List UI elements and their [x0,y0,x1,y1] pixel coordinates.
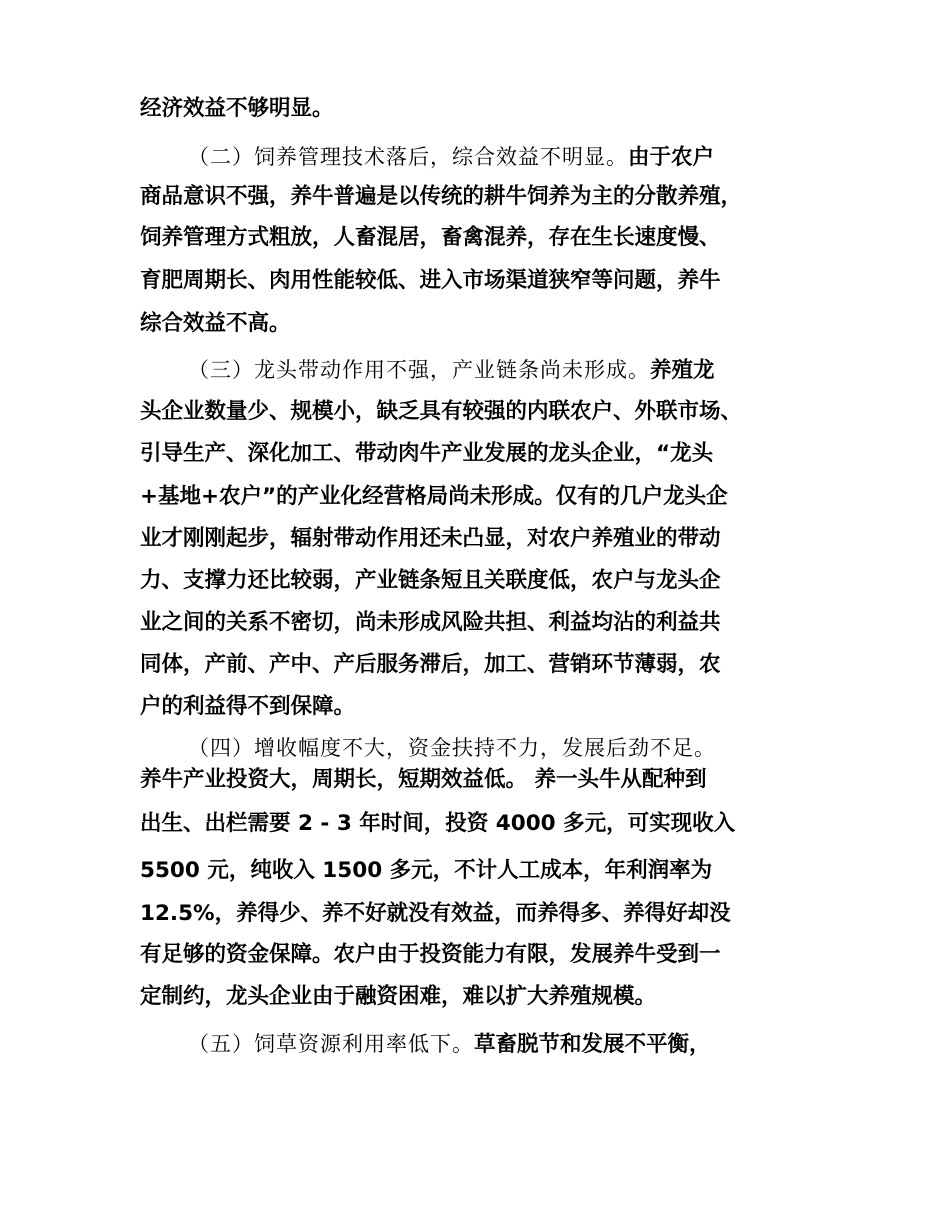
body-line: +基地+农户”的产业化经营格局尚未形成。仅有的几户龙头企 [140,484,728,509]
body-line: 商品意识不强，养牛普遍是以传统的耕牛饲养为主的分散养殖， [140,184,743,209]
paragraph-first-line [188,1030,711,1059]
section-heading [188,734,716,763]
body-line: 经济效益不够明显。 [140,96,334,121]
body-text: 由于农户 [628,145,715,170]
body-line: 户的利益得不到保障。 [140,694,356,719]
body-line: 5500 元，纯收入 1500 多元，不计人工成本，年利润率为 [140,858,713,883]
paragraph-first-line [188,143,714,172]
body-line: 定制约，龙头企业由于融资困难，难以扩大养殖规模。 [140,984,657,1009]
body-line: 同体，产前、产中、产后服务滞后，加工、营销环节薄弱，农 [140,652,721,677]
body-line: 引导生产、深化加工、带动肉牛产业发展的龙头企业，“龙头 [140,441,714,466]
section-heading: （二）饲养管理技术落后，综合效益不明显。 [188,145,628,169]
body-line: 饲养管理方式粗放，人畜混居，畜禽混养，存在生长速度慢、 [140,225,721,250]
body-line: 出生、出栏需要 2 - 3 年时间，投资 4000 多元，可实现收入 [140,811,736,836]
section-heading: （五）饲草资源利用率低下。 [188,1032,474,1056]
body-line: 综合效益不高。 [140,311,291,336]
body-text: 草畜脱节和发展不平衡， [474,1032,711,1057]
section-heading-text: （四）增收幅度不大，资金扶持不力，发展后劲不足。 [188,736,716,760]
body-line: 育肥周期长、肉用性能较低、进入市场渠道狭窄等问题，养牛 [140,268,721,293]
body-line: 有足够的资金保障。农户由于投资能力有限，发展养牛受到一 [140,942,721,967]
body-line: 业之间的关系不密切，尚未形成风险共担、利益均沾的利益共 [140,610,721,635]
paragraph-first-line [188,356,715,385]
body-line: 养牛产业投资大，周期长，短期效益低。 养一头牛从配种到 [140,767,707,792]
body-line: 业才刚刚起步，辐射带动作用还未凸显，对农户养殖业的带动 [140,526,721,551]
section-heading: （三）龙头带动作用不强，产业链条尚未形成。 [188,358,650,382]
body-line: 力、支撑力还比较弱，产业链条短且关联度低，农户与龙头企 [140,568,721,593]
body-line: 12.5%，养得少、养不好就没有效益，而养得多、养得好却没 [140,901,731,926]
body-line: 头企业数量少、规模小，缺乏具有较强的内联农户、外联市场、 [140,399,743,424]
body-text: 养殖龙 [650,358,715,383]
